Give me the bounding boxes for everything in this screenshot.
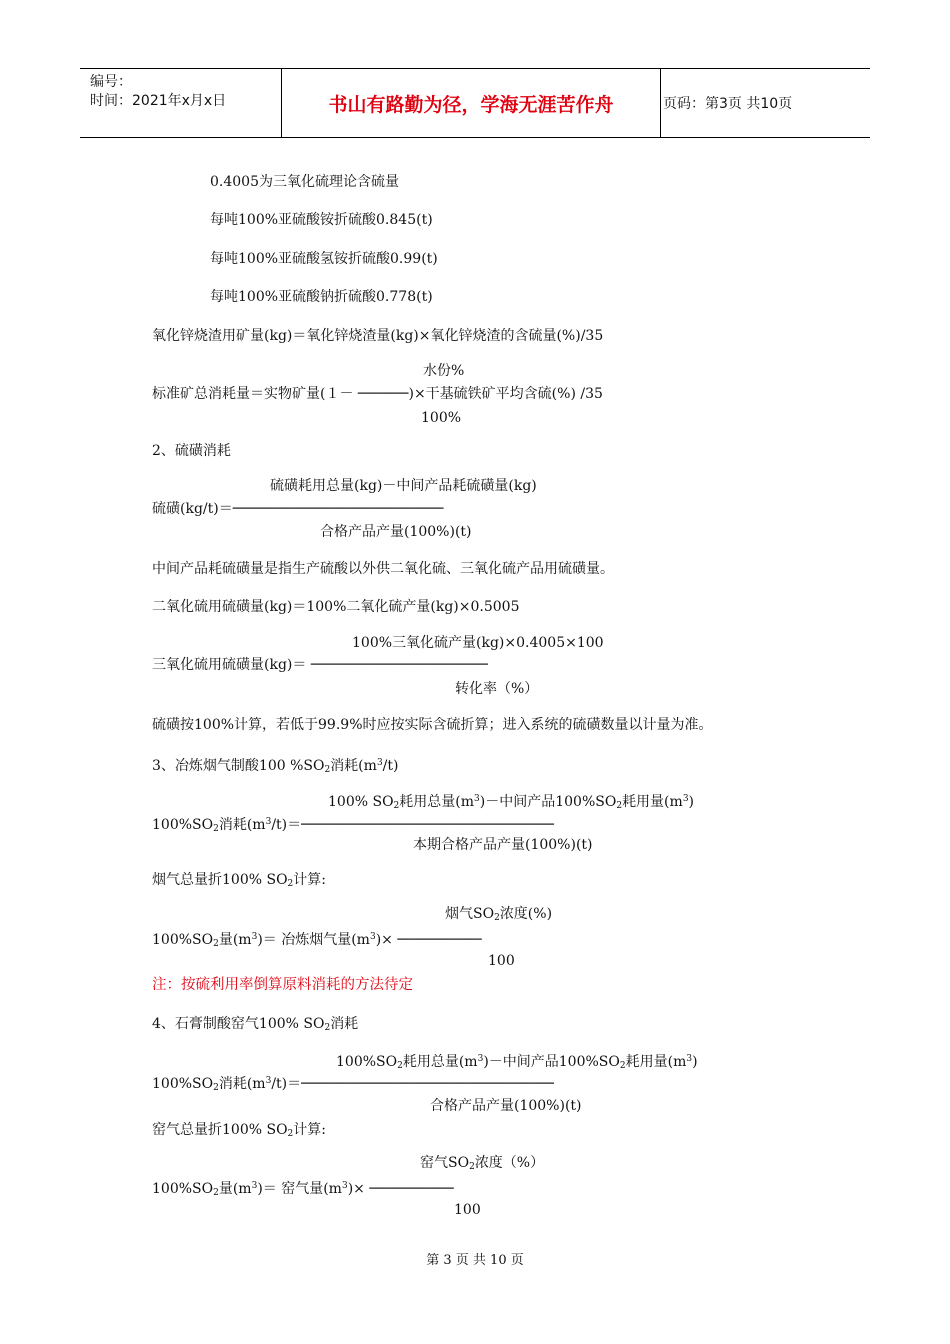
text-line: 二氧化硫用硫磺量(kg)＝100%二氧化硫产量(kg)×0.5005 <box>152 599 520 615</box>
text-line: 中间产品耗硫磺量是指生产硫酸以外供二氧化硫、三氧化硫产品用硫磺量。 <box>152 561 614 577</box>
text-line: 每吨100%亚硫酸铵折硫酸0.845(t) <box>210 212 433 228</box>
text-line: 每吨100%亚硫酸氢铵折硫酸0.99(t) <box>210 251 438 267</box>
formula-numerator: $100\%SO_2$耗用总量$(m^3)-$中间产品$100\%SO_2$耗用量$(m^3)$ <box>336 1054 698 1071</box>
formula-line: $100\%SO_2$量$(m^3)=$ 窑气量$(m^3)\times$ ────────── <box>152 1181 454 1198</box>
formula-numerator: 窑气$SO_2$浓度（%） <box>420 1155 545 1172</box>
formula-denominator: 100 <box>454 1202 481 1218</box>
formula-line: 硫磺(kg/t)＝───────────────────────── <box>152 501 444 517</box>
formula-denominator: 合格产品产量(100%)(t) <box>320 524 472 540</box>
text-line: 每吨100%亚硫酸钠折硫酸0.778(t) <box>210 289 433 305</box>
section-heading: 2、硫磺消耗 <box>152 443 231 459</box>
text-line: 烟气总量折100% $SO_2$计算: <box>152 872 326 889</box>
formula-numerator: 硫磺耗用总量(kg)－中间产品耗硫磺量(kg) <box>270 478 537 494</box>
formula-numerator: 100%三氧化硫产量(kg)×0.4005×100 <box>352 635 604 651</box>
text-line: 0.4005为三氧化硫理论含硫量 <box>210 174 399 190</box>
formula-denominator: 100 <box>488 953 515 969</box>
formula-denominator: 合格产品产量(100%)(t) <box>430 1098 582 1114</box>
formula-line: $100\%SO_2$消耗$(m^3/t)=──────────────────────────────$ <box>152 1076 554 1093</box>
formula-line: $100\%SO_2$量$(m^3)=$ 冶炼烟气量$(m^3)\times$ ────────── <box>152 932 482 949</box>
formula-denominator: 本期合格产品产量(100%)(t) <box>413 837 593 853</box>
formula-line: $100\%SO_2$消耗$(m^3/t)=──────────────────────────────$ <box>152 817 554 834</box>
header-divider <box>281 69 282 137</box>
text-line: 氧化锌烧渣用矿量(kg)＝氧化锌烧渣量(kg)×氧化锌烧渣的含硫量(%)/35 <box>152 328 604 344</box>
code-label: 编号： <box>90 74 132 90</box>
text-line: 窑气总量折100% $SO_2$计算: <box>152 1122 326 1139</box>
formula-line: 标准矿总消耗量＝实物矿量(１－ ──────)×干基硫铁矿平均含硫(%) /35 <box>152 386 603 402</box>
formula-line: 三氧化硫用硫磺量(kg)＝ ───────────────────── <box>152 657 488 673</box>
header-left <box>90 73 226 111</box>
text-line: 硫磺按100%计算，若低于99.9%时应按实际含硫折算；进入系统的硫磺数量以计量为准。 <box>152 717 713 733</box>
page-header <box>80 68 870 138</box>
time-label: 时间：2021年x月x日 <box>90 93 227 109</box>
formula-numerator: 烟气$SO_2$浓度(%) <box>445 906 553 923</box>
section-heading: 3、冶炼烟气制酸100 $\%SO_2$消耗$(m^3/t)$ <box>152 758 399 775</box>
header-divider <box>660 69 661 137</box>
header-motto: 书山有路勤为径，学海无涯苦作舟 <box>328 93 614 116</box>
formula-denominator: 转化率（%） <box>455 681 539 697</box>
page-footer: 第 3 页 共 10 页 <box>426 1253 524 1268</box>
note-text: 注：按硫利用率倒算原料消耗的方法待定 <box>152 977 413 993</box>
formula-denominator: 100% <box>421 410 462 426</box>
formula-numerator: 100% $SO_2$耗用总量$(m^3)-$中间产品$100\%SO_2$耗用量$(m^3)$ <box>328 794 695 811</box>
section-heading: 4、石膏制酸窑气100% $SO_2$消耗 <box>152 1016 359 1033</box>
formula-numerator: 水份% <box>423 363 465 379</box>
page-info: 页码：第3页 共10页 <box>663 96 793 112</box>
